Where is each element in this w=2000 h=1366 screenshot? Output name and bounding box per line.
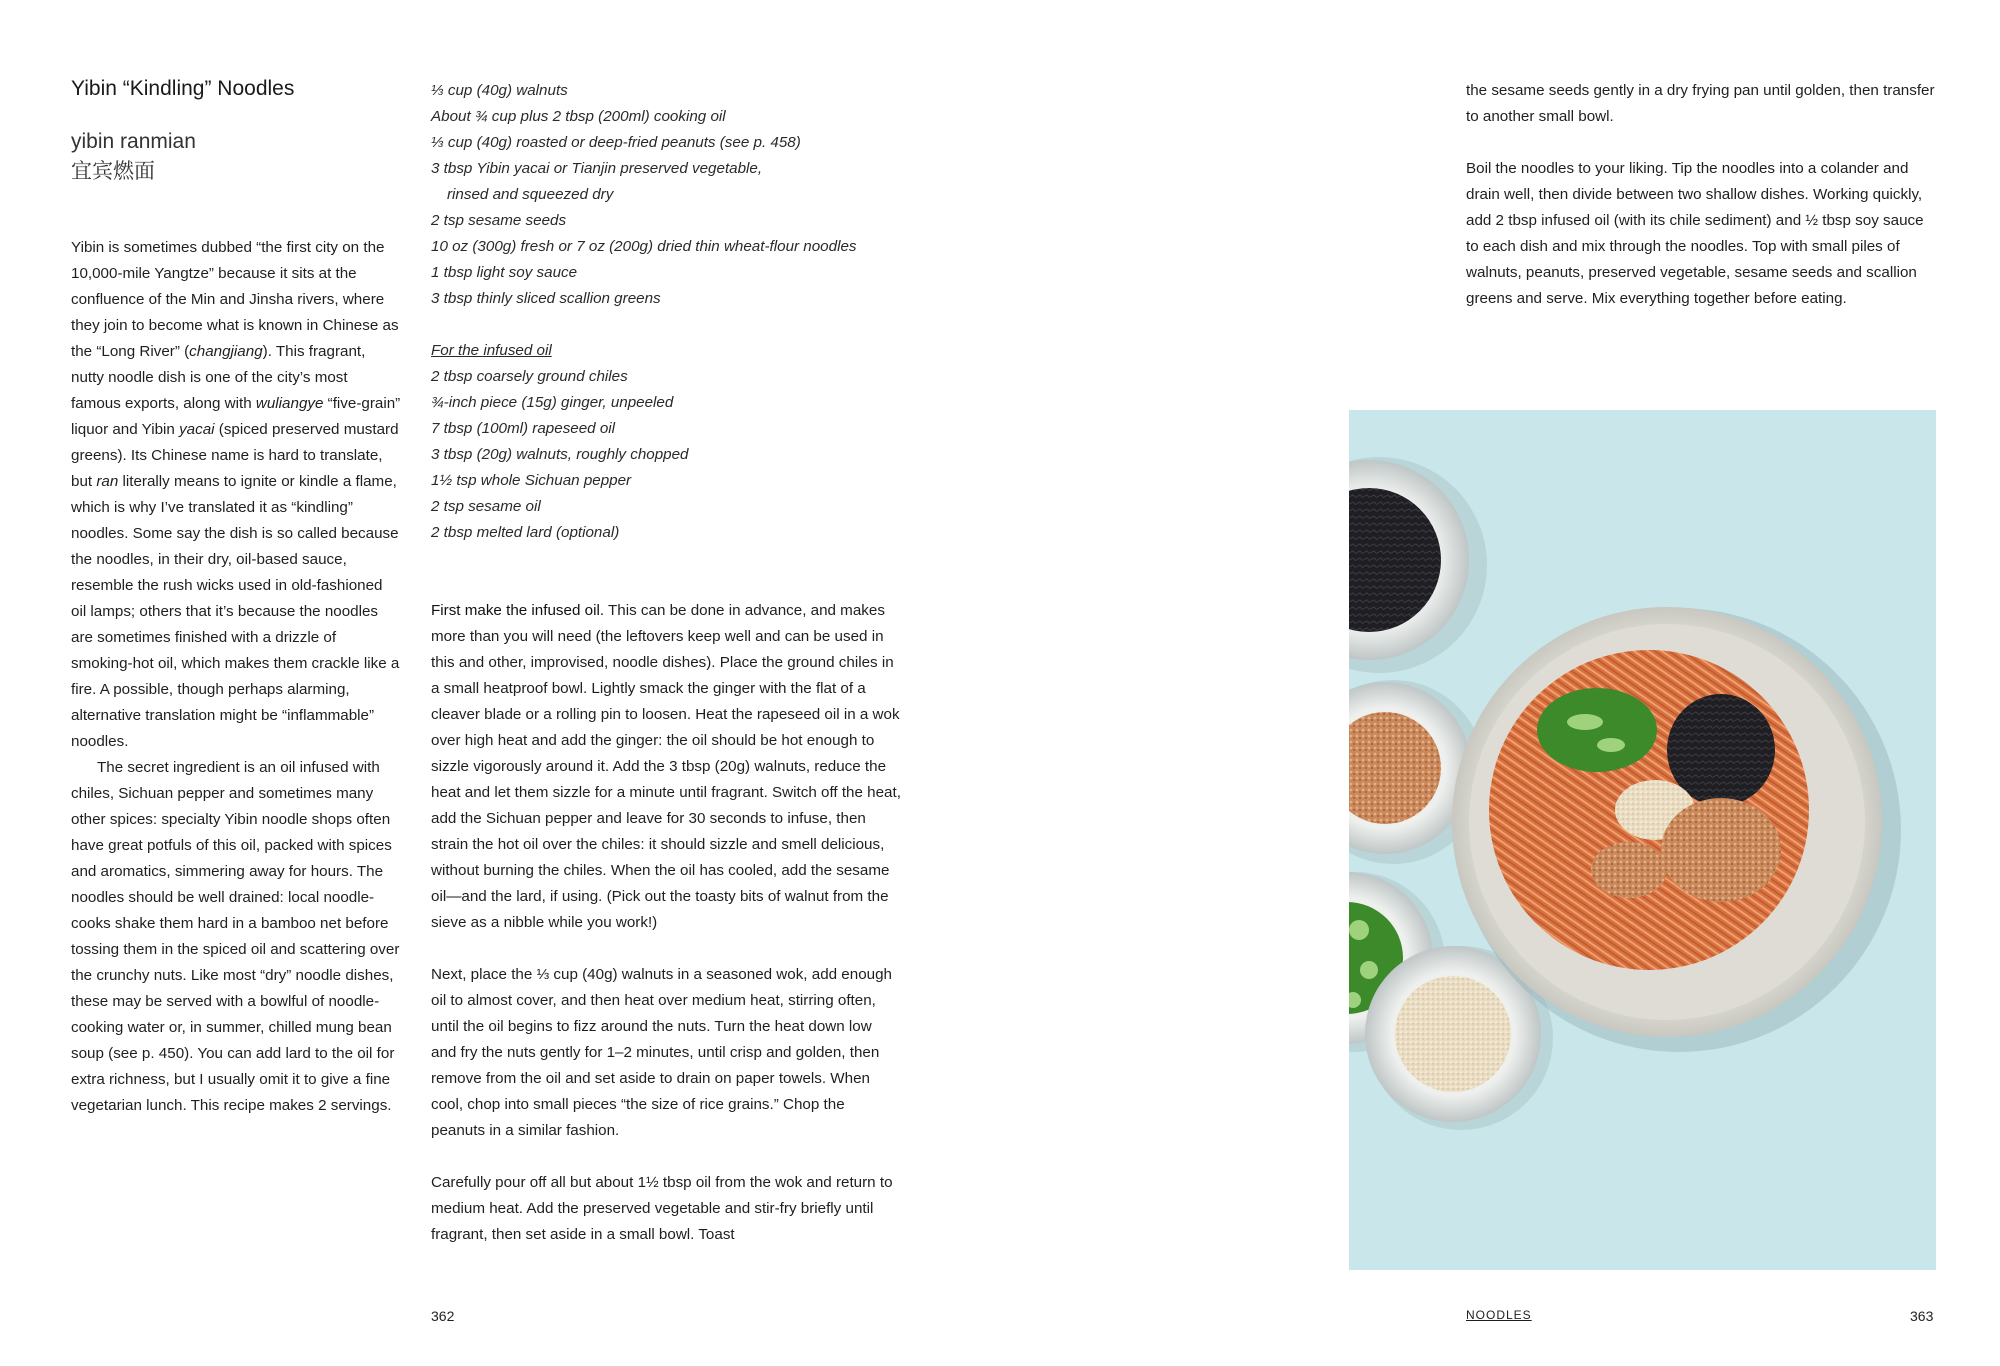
ingredient-item: 3 tbsp Yibin yacai or Tianjin preserved vegetable, [431,160,763,177]
ingredient-item: About ¾ cup plus 2 tbsp (200ml) cooking oil [431,108,726,125]
method-paragraph: First make the infused oil. This can be done in advance, and makes more than you will need (the leftovers keep well and can be used in this and other, improvised, noodle dishes). Place the ground chiles in a small heatproof bowl. Lightly smack the ginger with the flat of a cleaver blade or a rolling pin to loosen. Heat the rapeseed oil in a wok over high heat and add the ginger: the oil should be hot enough to sizzle vigorously around it. Add the 3 tbsp (20g) walnuts, reduce the heat and let them sizzle for a minute until fragrant. Switch off the heat, add the Sichuan pepper and leave for 30 seconds to infuse, then strain the hot oil over the chiles: it should sizzle and smell delicious, without burning the chiles. When the oil has cooled, add the sesame oil—and the lard, if using. (Pick out the toasty bits of walnut from the sieve as a nibble while you work!) [431,602,901,931]
ingredients-list [431,78,931,546]
ingredient-item: ¾-inch piece (15g) ginger, unpeeled [431,394,674,411]
ingredient-item: 7 tbsp (100ml) rapeseed oil [431,420,616,437]
dish-photo [1349,410,1936,1270]
method-paragraph: the sesame seeds gently in a dry frying pan until golden, then transfer to another small bowl. [1466,82,1935,125]
ingredient-item: 3 tbsp (20g) walnuts, roughly chopped [431,446,689,463]
ingredient-item: 1½ tsp whole Sichuan pepper [431,472,632,489]
intro-paragraph: The secret ingredient is an oil infused with chiles, Sichuan pepper and sometimes many other spices: specialty Yibin noodle shops often have great potfuls of this oil, packed with spices and aromatics, simmering away for hours. The noodles should be well drained: local noodle-cooks shake them hard in a bamboo net before tossing them in the spiced oil and scattering over the crunchy nuts. Like most “dry” noodle dishes, these may be served with a bowlful of noodle-cooking water or, in summer, chilled mung bean soup (see p. 450). You can add lard to the oil for extra richness, but I usually omit it to give a fine vegetarian lunch. This recipe makes 2 servings. [71,759,400,1114]
section-label: NOODLES [1466,1308,1532,1322]
recipe-subtitle [71,127,401,187]
method-paragraph: Carefully pour off all but about 1½ tbsp oil from the wok and return to medium heat. Add the preserved vegetable and stir-fry briefly until fragrant, then set aside in a small bowl. Toast [431,1174,893,1243]
ingredient-item: 2 tsp sesame oil [431,498,541,515]
ingredient-item: 1 tbsp light soy sauce [431,264,578,281]
page-number-right: 363 [1910,1308,1934,1324]
ingredient-item: 3 tbsp thinly sliced scallion greens [431,290,661,307]
ingredient-item: 2 tsp sesame seeds [431,212,567,229]
ingredient-item: 2 tbsp melted lard (optional) [431,524,620,541]
intro-text [71,235,401,1119]
method-text [431,598,901,1274]
method-continued [1466,78,1936,338]
recipe-title: Yibin “Kindling” Noodles [71,77,295,100]
method-paragraph: Next, place the ⅓ cup (40g) walnuts in a seasoned wok, add enough oil to almost cover, and then heat over medium heat, stirring often, until the oil begins to fizz around the nuts. Turn the heat down low and fry the nuts gently for 1–2 minutes, until crisp and golden, then remove from the oil and set aside to drain on paper towels. When cool, chop into small pieces “the size of rice grains.” Chop the peanuts in a similar fashion. [431,966,892,1139]
method-lead: First make the infused oil. [431,602,605,619]
ingredient-item: 10 oz (300g) fresh or 7 oz (200g) dried thin wheat-flour noodles [431,238,857,255]
romanized-name: yibin ranmian [71,130,196,153]
ingredient-item: ⅓ cup (40g) roasted or deep-fried peanuts (see p. 458) [431,134,801,151]
chinese-name: 宜宾燃面 [71,160,155,183]
noodle-dish-illustration [1349,410,1936,1270]
ingredient-item: 2 tbsp coarsely ground chiles [431,368,628,385]
page-number-left: 362 [431,1308,455,1324]
ingredient-item-continued: rinsed and squeezed dry [447,186,614,203]
infused-oil-heading: For the infused oil [431,342,552,359]
method-paragraph: Boil the noodles to your liking. Tip the noodles into a colander and drain well, then divide between two shallow dishes. Working quickly, add 2 tbsp infused oil (with its chile sediment) and ½ tbsp soy sauce to each dish and mix through the noodles. Top with small piles of walnuts, peanuts, preserved vegetable, sesame seeds and scallion greens and serve. Mix everything together before eating. [1466,160,1924,307]
ingredient-item: ⅓ cup (40g) walnuts [431,82,568,99]
intro-paragraph: Yibin is sometimes dubbed “the first city on the 10,000-mile Yangtze” because it sits at the confluence of the Min and Jinsha rivers, where they join to become what is known in Chinese as the “Long River” (changjiang). This fragrant, nutty noodle dish is one of the city’s most famous exports, along with wuliangye “five-grain” liquor and Yibin yacai (spiced preserved mustard greens). Its Chinese name is hard to translate, but ran literally means to ignite or kindle a flame, which is why I’ve translated it as “kindling” noodles. Some say the dish is so called because the noodles, in their dry, oil-based sauce, resemble the rush wicks used in old-fashioned oil lamps; others that it’s because the noodles are sometimes finished with a drizzle of smoking-hot oil, which makes them crackle like a fire. A possible, though perhaps alarming, alternative translation might be “inflammable” noodles. [71,239,401,750]
